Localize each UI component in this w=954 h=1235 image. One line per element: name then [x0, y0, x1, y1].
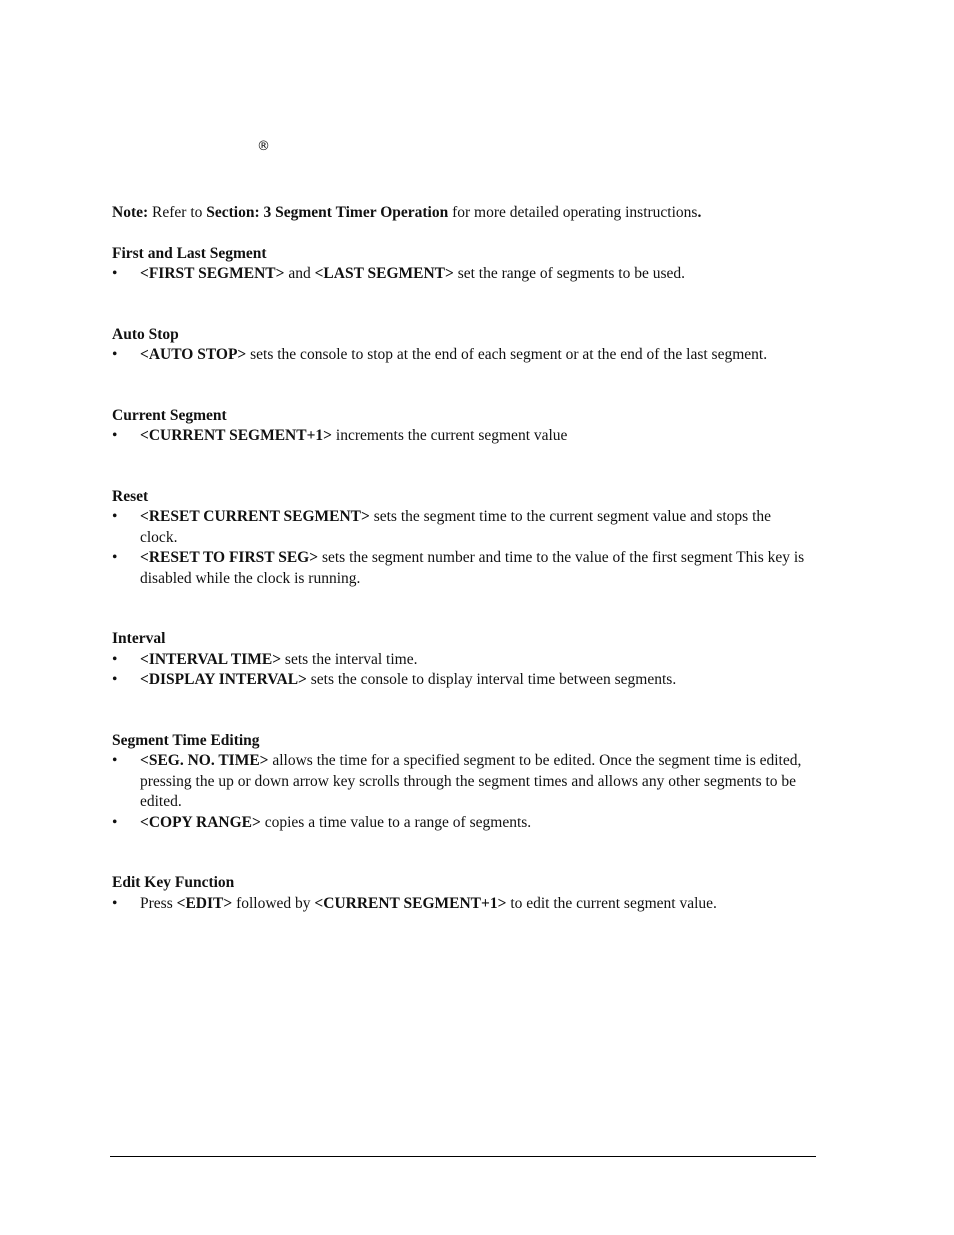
bullet-glyph: • — [112, 813, 118, 831]
section-heading: Reset — [112, 487, 149, 505]
section-interval — [112, 629, 812, 691]
item-text: sets the interval time. — [281, 650, 418, 668]
key-name: <RESET TO FIRST SEG> — [140, 549, 319, 566]
item-text: sets the console to display interval time between segments. — [306, 671, 677, 688]
bullet-list — [112, 426, 812, 447]
key-name: <CURRENT SEGMENT+1> — [140, 427, 333, 444]
list-item — [112, 670, 812, 691]
list-item — [112, 650, 812, 671]
section-heading: Segment Time Editing — [112, 731, 260, 749]
bullet-list — [112, 894, 812, 915]
item-text: sets the console to stop at the end of each segment or at the end of the last segment. — [246, 346, 768, 363]
item-text: Press — [140, 894, 177, 912]
item-text: sets the segment number and time to the value of the first segment This key is disabled while the clock is running. — [140, 549, 805, 587]
bullet-glyph: • — [112, 508, 118, 525]
item-text: sets the segment time to the current segment value and stops the clock. — [140, 508, 772, 546]
note-text-2: for more detailed operating instructions — [448, 204, 698, 221]
bullet-glyph: • — [112, 427, 118, 444]
bullet-glyph: • — [112, 346, 118, 363]
section-auto-stop — [112, 325, 812, 366]
list-item — [112, 507, 812, 548]
document-body — [112, 203, 812, 914]
note-paragraph — [112, 203, 812, 224]
bullet-list — [112, 507, 812, 589]
bullet-glyph: • — [112, 650, 118, 668]
list-item — [112, 813, 812, 834]
key-name: <CURRENT SEGMENT+1> — [314, 894, 507, 912]
section-edit-key-function — [112, 873, 812, 914]
section-current-segment — [112, 406, 812, 447]
footer-divider-line — [110, 1156, 816, 1157]
bullet-list — [112, 650, 812, 691]
key-name: <EDIT> — [176, 894, 233, 912]
section-heading: Interval — [112, 630, 166, 647]
section-heading: Auto Stop — [112, 325, 179, 343]
section-heading: First and Last Segment — [112, 244, 267, 262]
bullet-list — [112, 345, 812, 366]
bullet-glyph: • — [112, 265, 118, 282]
key-name: <FIRST SEGMENT> — [140, 265, 285, 282]
item-text: to edit the current segment value. — [506, 894, 717, 912]
note-label: Note: — [112, 204, 149, 221]
note-section-reference: Section: 3 Segment Timer Operation — [206, 204, 449, 221]
list-item — [112, 894, 812, 915]
section-segment-time-editing — [112, 731, 812, 834]
note-period: . — [697, 204, 702, 221]
bullet-glyph: • — [112, 894, 118, 912]
bullet-glyph: • — [112, 549, 118, 566]
section-first-last-segment — [112, 244, 812, 285]
key-name: <DISPLAY INTERVAL> — [140, 671, 307, 688]
item-text: copies a time value to a range of segments. — [260, 813, 532, 831]
list-item — [112, 264, 812, 285]
key-name: <SEG. NO. TIME> — [140, 752, 269, 769]
bullet-list — [112, 264, 812, 285]
list-item — [112, 345, 812, 366]
section-reset — [112, 487, 812, 590]
section-heading: Current Segment — [112, 406, 227, 424]
item-text: set the range of segments to be used. — [453, 265, 685, 282]
registered-trademark-mark: ® — [257, 139, 270, 154]
key-name: <INTERVAL TIME> — [140, 650, 282, 668]
item-text: and — [284, 265, 315, 282]
item-text: followed by — [232, 894, 315, 912]
note-text-1: Refer to — [148, 204, 207, 221]
bullet-list — [112, 751, 812, 833]
item-text: increments the current segment value — [332, 427, 568, 444]
key-name: <RESET CURRENT SEGMENT> — [140, 508, 370, 525]
bullet-glyph: • — [112, 752, 118, 769]
key-name: <AUTO STOP> — [140, 346, 247, 363]
list-item — [112, 426, 812, 447]
section-heading: Edit Key Function — [112, 874, 235, 891]
list-item — [112, 548, 812, 589]
key-name: <LAST SEGMENT> — [314, 265, 454, 282]
key-name: <COPY RANGE> — [140, 813, 261, 831]
item-text: allows the time for a specified segment to be edited. Once the segment time is edited, pressing the up or down arrow key scrolls through the segment times and allows any other segments to be edited. — [140, 752, 802, 810]
list-item — [112, 751, 812, 813]
bullet-glyph: • — [112, 671, 118, 688]
